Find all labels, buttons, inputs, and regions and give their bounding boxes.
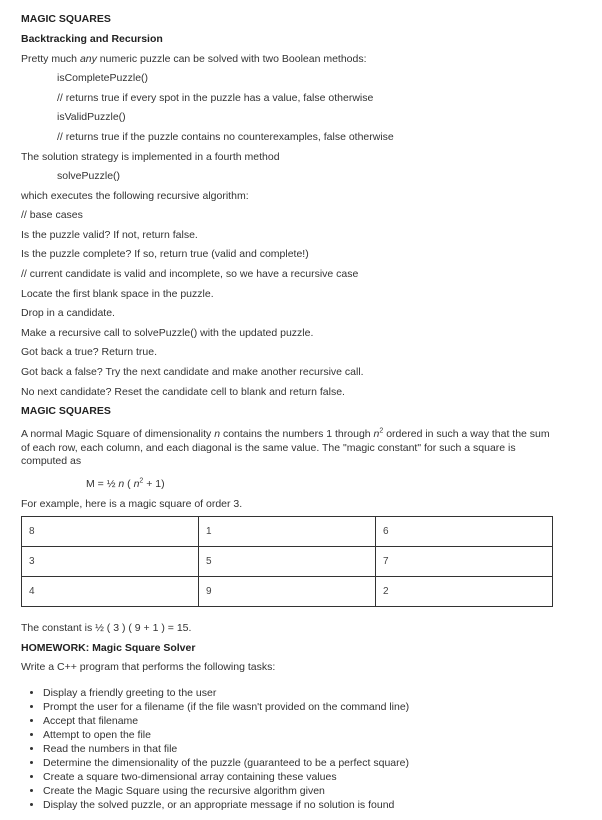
algorithm-step: // current candidate is valid and incomplete, so we have a recursive case [21, 268, 359, 280]
magic-constant-formula: M = ½ n ( $n^2 + 1$) [86, 477, 165, 490]
table-cell: 2 [376, 577, 553, 607]
table-cell: 9 [199, 577, 376, 607]
list-item: • Determine the dimensionality of the puzzle (guaranteed to be a perfect square) [43, 756, 409, 770]
method-is-valid-comment: // returns true if the puzzle contains no counterexamples, false otherwise [57, 131, 394, 143]
table-cell: 7 [376, 547, 553, 577]
list-item: • Display the solved puzzle, or an appropriate message if no solution is found [43, 798, 409, 812]
table-cell: 6 [376, 517, 553, 547]
algorithm-step: Got back a false? Try the next candidate and make another recursive call. [21, 366, 364, 378]
method-is-complete-comment: // returns true if every spot in the puzzle has a value, false otherwise [57, 92, 374, 104]
list-item: • Prompt the user for a filename (if the file wasn't provided on the command line) [43, 700, 409, 714]
method-is-complete: isCompletePuzzle() [57, 72, 149, 84]
algorithm-step: // base cases [21, 209, 83, 221]
list-item: • Read the numbers in that file [43, 742, 409, 756]
magic-square-description: A normal Magic Square of dimensionality n contains the numbers 1 through $n^2$ ordered in such a way that the sum of each row, each column, and each diagonal is the same value. The "magic constant" for such a square is computed as [21, 427, 550, 467]
strategy-text: The solution strategy is implemented in a fourth method [21, 151, 280, 163]
algorithm-step: No next candidate? Reset the candidate cell to blank and return false. [21, 386, 345, 398]
table-row [22, 577, 553, 607]
example-text: For example, here is a magic square of order 3. [21, 498, 243, 510]
constant-text: The constant is ½ ( 3 ) ( 9 + 1 ) = 15. [21, 622, 192, 634]
table-cell: 4 [22, 577, 199, 607]
table-row [22, 517, 553, 547]
section-title: MAGIC SQUARES [21, 405, 111, 417]
algorithm-step: Drop in a candidate. [21, 307, 115, 319]
method-solve-puzzle: solvePuzzle() [57, 170, 121, 182]
table-cell: 1 [199, 517, 376, 547]
algorithm-step: Locate the first blank space in the puzzle. [21, 288, 214, 300]
page-subtitle: Backtracking and Recursion [21, 33, 163, 45]
list-item: • Attempt to open the file [43, 728, 409, 742]
task-list [21, 686, 409, 812]
list-item: • Create the Magic Square using the recursive algorithm given [43, 784, 409, 798]
magic-square-table [21, 516, 553, 607]
algorithm-step: Is the puzzle complete? If so, return true (valid and complete!) [21, 248, 309, 260]
list-item: • Accept that filename [43, 714, 409, 728]
table-cell: 3 [22, 547, 199, 577]
table-cell: 8 [22, 517, 199, 547]
list-item: • Create a square two-dimensional array containing these values [43, 770, 409, 784]
executes-text: which executes the following recursive algorithm: [21, 190, 249, 202]
algorithm-step: Is the puzzle valid? If not, return false. [21, 229, 198, 241]
homework-title: HOMEWORK: Magic Square Solver [21, 642, 196, 654]
table-row [22, 547, 553, 577]
intro-text: Pretty much any numeric puzzle can be solved with two Boolean methods: [21, 53, 367, 65]
algorithm-step: Got back a true? Return true. [21, 346, 157, 358]
algorithm-step: Make a recursive call to solvePuzzle() with the updated puzzle. [21, 327, 314, 339]
method-is-valid: isValidPuzzle() [57, 111, 126, 123]
table-cell: 5 [199, 547, 376, 577]
homework-intro: Write a C++ program that performs the following tasks: [21, 661, 276, 673]
page-title: MAGIC SQUARES [21, 13, 111, 25]
list-item: • Display a friendly greeting to the user [43, 686, 409, 700]
